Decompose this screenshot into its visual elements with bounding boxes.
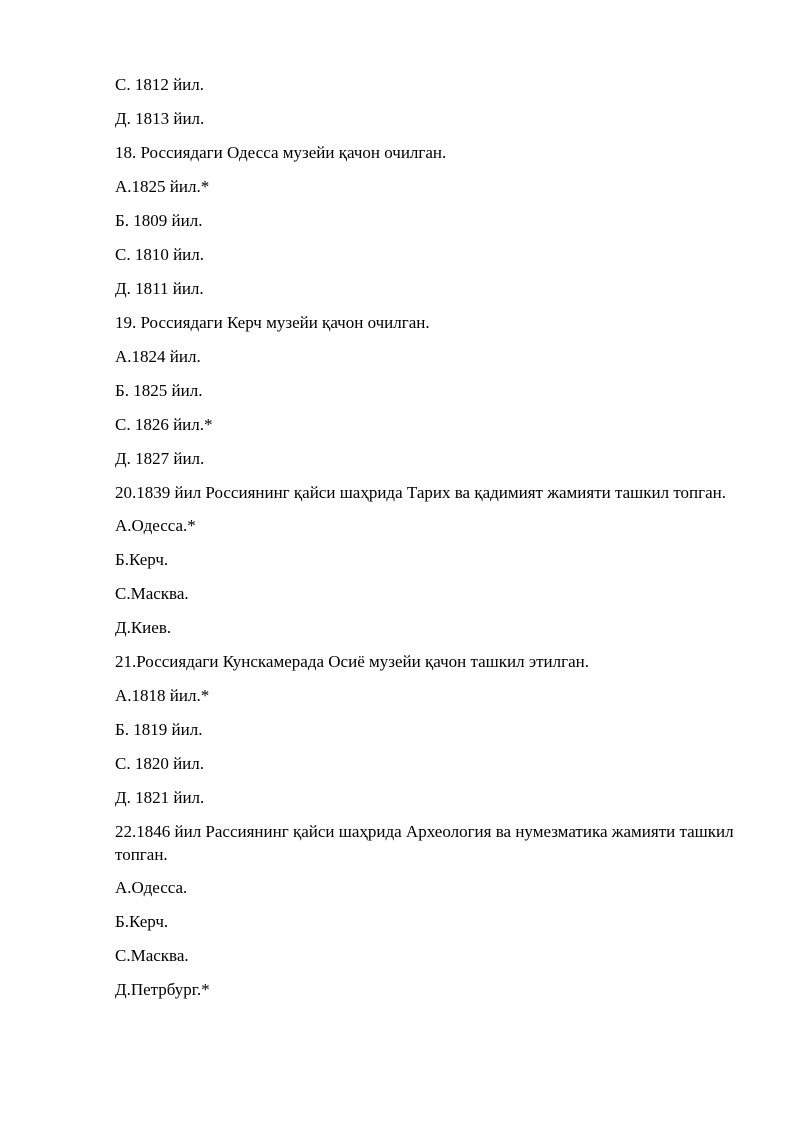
answer-option-c: С. 1826 йил.*: [115, 415, 213, 434]
answer-option-d: Д. 1821 йил.: [115, 788, 205, 807]
question-20: 20.1839 йил Россиянинг қайси шаҳрида Тарих ва қадимият жамияти ташкил топган.: [115, 483, 727, 502]
answer-option-b: Б.Керч.: [115, 912, 169, 931]
question-18: 18. Россиядаги Одесса музейи қачон очилган.: [115, 143, 447, 162]
answer-option-a: А.1824 йил.: [115, 347, 201, 366]
answer-option-c: С.Масква.: [115, 584, 189, 603]
question-21: 21.Россиядаги Кунскамерада Осиё музейи қачон ташкил этилган.: [115, 652, 590, 671]
answer-option-a: А.Одесса.*: [115, 516, 196, 535]
question-22: 22.1846 йил Рассиянинг қайси шаҳрида Археология ва нумезматика жамияти ташкил топган.: [115, 822, 734, 864]
question-19: 19. Россиядаги Керч музейи қачон очилган.: [115, 313, 430, 332]
answer-option-c: С. 1820 йил.: [115, 754, 205, 773]
document-page: [115, 73, 745, 1012]
answer-option-d: Д.Петрбург.*: [115, 980, 210, 999]
answer-option-a: А.Одесса.: [115, 878, 188, 897]
answer-option-d: Д. 1827 йил.: [115, 449, 205, 468]
answer-option-b: Б. 1809 йил.: [115, 211, 203, 230]
answer-option-c-1812: С. 1812 йил.: [115, 75, 205, 94]
answer-option-c: С.Масква.: [115, 946, 189, 965]
answer-option-a: А.1818 йил.*: [115, 686, 210, 705]
answer-option-d-1813: Д. 1813 йил.: [115, 109, 205, 128]
answer-option-b: Б. 1825 йил.: [115, 381, 203, 400]
answer-option-b: Б. 1819 йил.: [115, 720, 203, 739]
answer-option-a: А.1825 йил.*: [115, 177, 210, 196]
answer-option-b: Б.Керч.: [115, 550, 169, 569]
answer-option-c: С. 1810 йил.: [115, 245, 205, 264]
answer-option-d: Д. 1811 йил.: [115, 279, 204, 298]
answer-option-d: Д.Киев.: [115, 618, 172, 637]
